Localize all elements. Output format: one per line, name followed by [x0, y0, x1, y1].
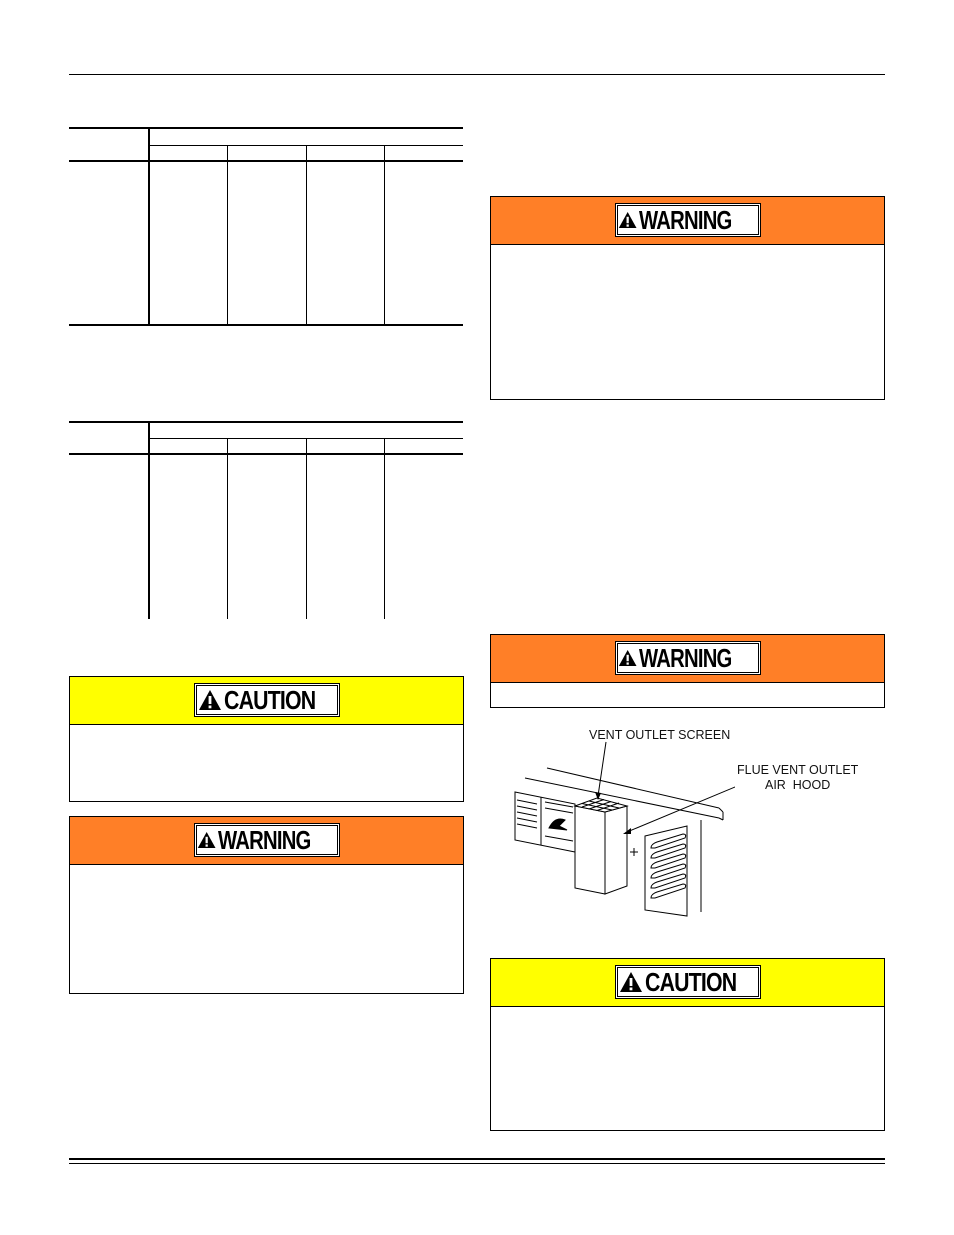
warning-triangle-icon: [198, 689, 222, 711]
warning-triangle-icon: [197, 829, 216, 851]
table-header-rule: [69, 160, 463, 162]
warning-header-band: [491, 197, 884, 245]
caution-label: [617, 967, 759, 997]
table-column-divider: [227, 438, 228, 619]
warning-triangle-icon: [619, 971, 643, 993]
table-column-divider: [148, 129, 150, 325]
table-column-divider: [148, 423, 150, 619]
caution-word: CAUTION: [223, 685, 316, 715]
table-column-divider: [306, 145, 307, 325]
caution-label: [196, 685, 338, 715]
warning-label: [196, 825, 338, 855]
warning-header-band: [70, 817, 463, 865]
table-column-divider: [384, 438, 385, 619]
warning-word: WARNING: [638, 643, 732, 673]
caution-header-band: [491, 959, 884, 1007]
header-rule: [69, 74, 885, 75]
table-column-divider: [227, 145, 228, 325]
vent-outlet-screen-label: VENT OUTLET SCREEN: [589, 728, 731, 742]
table-top-rule: [69, 127, 463, 129]
air-hood-label: AIR HOOD: [765, 778, 831, 792]
footer-rule-thin: [69, 1163, 885, 1164]
warning-word: WARNING: [217, 825, 311, 855]
flue-vent-outlet-label: FLUE VENT OUTLET: [737, 763, 859, 777]
warning-triangle-icon: [618, 647, 637, 669]
caution-box-right: [490, 958, 885, 1131]
warning-box-right-top: [490, 196, 885, 400]
warning-box-right-mid: [490, 634, 885, 708]
warning-label: [617, 205, 759, 235]
table-column-divider: [384, 145, 385, 325]
table-bottom-rule: [69, 324, 463, 326]
table-header-rule: [69, 453, 463, 455]
footer-rule-thick: [69, 1158, 885, 1160]
vent-outlet-drawing: [505, 740, 735, 920]
table-column-divider: [306, 438, 307, 619]
caution-header-band: [70, 677, 463, 725]
table-top-rule: [69, 421, 463, 423]
warning-word: WARNING: [638, 205, 732, 235]
warning-label: [617, 643, 759, 673]
warning-triangle-icon: [618, 209, 637, 231]
warning-box-left: [69, 816, 464, 994]
caution-box-left: [69, 676, 464, 802]
caution-word: CAUTION: [644, 967, 737, 997]
warning-header-band: [491, 635, 884, 683]
